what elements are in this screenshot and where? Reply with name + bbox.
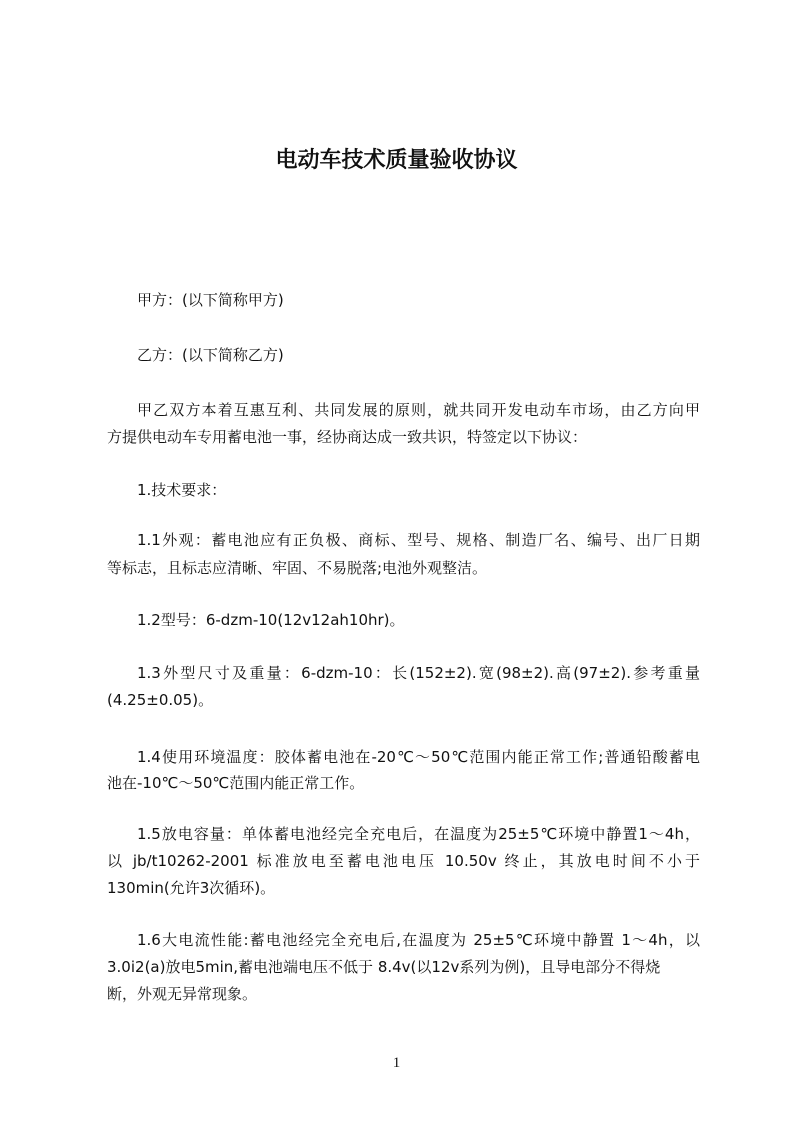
clause-line: 以 jb/t10262-2001 标准放电至蓄电池电压 10.50v 终止，其放电时间不小于 bbox=[107, 852, 700, 870]
clause-line: (4.25±0.05)。 bbox=[107, 691, 214, 709]
party-b: 乙方：(以下简称乙方) bbox=[137, 346, 284, 364]
intro-line: 方提供电动车专用蓄电池一事，经协商达成一致共识，特签定以下协议： bbox=[107, 428, 588, 446]
clause-line: 1.1外观：蓄电池应有正负极、商标、型号、规格、制造厂名、编号、出厂日期 bbox=[137, 531, 700, 549]
clause-line: 1.3外型尺寸及重量：6-dzm-10：长(152±2).宽(98±2).高(97±2).参考重量 bbox=[137, 664, 700, 682]
intro-line: 甲乙双方本着互惠互利、共同发展的原则，就共同开发电动车市场，由乙方向甲 bbox=[137, 401, 700, 419]
clause-line: 1.6大电流性能:蓄电池经完全充电后,在温度为 25±5℃环境中静置 1～4h，以 bbox=[137, 931, 700, 949]
clause-line: 3.0i2(a)放电5min,蓄电池端电压不低于 8.4v(以12v系列为例)，且导电部分不得烧 bbox=[107, 958, 661, 976]
clause-line: 等标志，且标志应清晰、牢固、不易脱落;电池外观整洁。 bbox=[107, 559, 488, 577]
party-a: 甲方：(以下简称甲方) bbox=[137, 291, 284, 309]
clause-line: 130min(允许3次循环)。 bbox=[107, 879, 276, 897]
section-heading: 1.技术要求： bbox=[137, 481, 227, 499]
page-number: 1 bbox=[392, 1055, 401, 1071]
clause-line: 1.4使用环境温度：胶体蓄电池在-20℃～50℃范围内能正常工作;普通铅酸蓄电 bbox=[137, 748, 700, 766]
clause-line: 1.5放电容量：单体蓄电池经完全充电后，在温度为25±5℃环境中静置1～4h， bbox=[137, 825, 700, 843]
clause-line: 池在-10℃～50℃范围内能正常工作。 bbox=[107, 774, 365, 792]
document-title: 电动车技术质量验收协议 bbox=[275, 148, 518, 173]
clause-line: 断，外观无异常现象。 bbox=[107, 985, 258, 1003]
clause-line: 1.2型号：6-dzm-10(12v12ah10hr)。 bbox=[137, 611, 405, 629]
